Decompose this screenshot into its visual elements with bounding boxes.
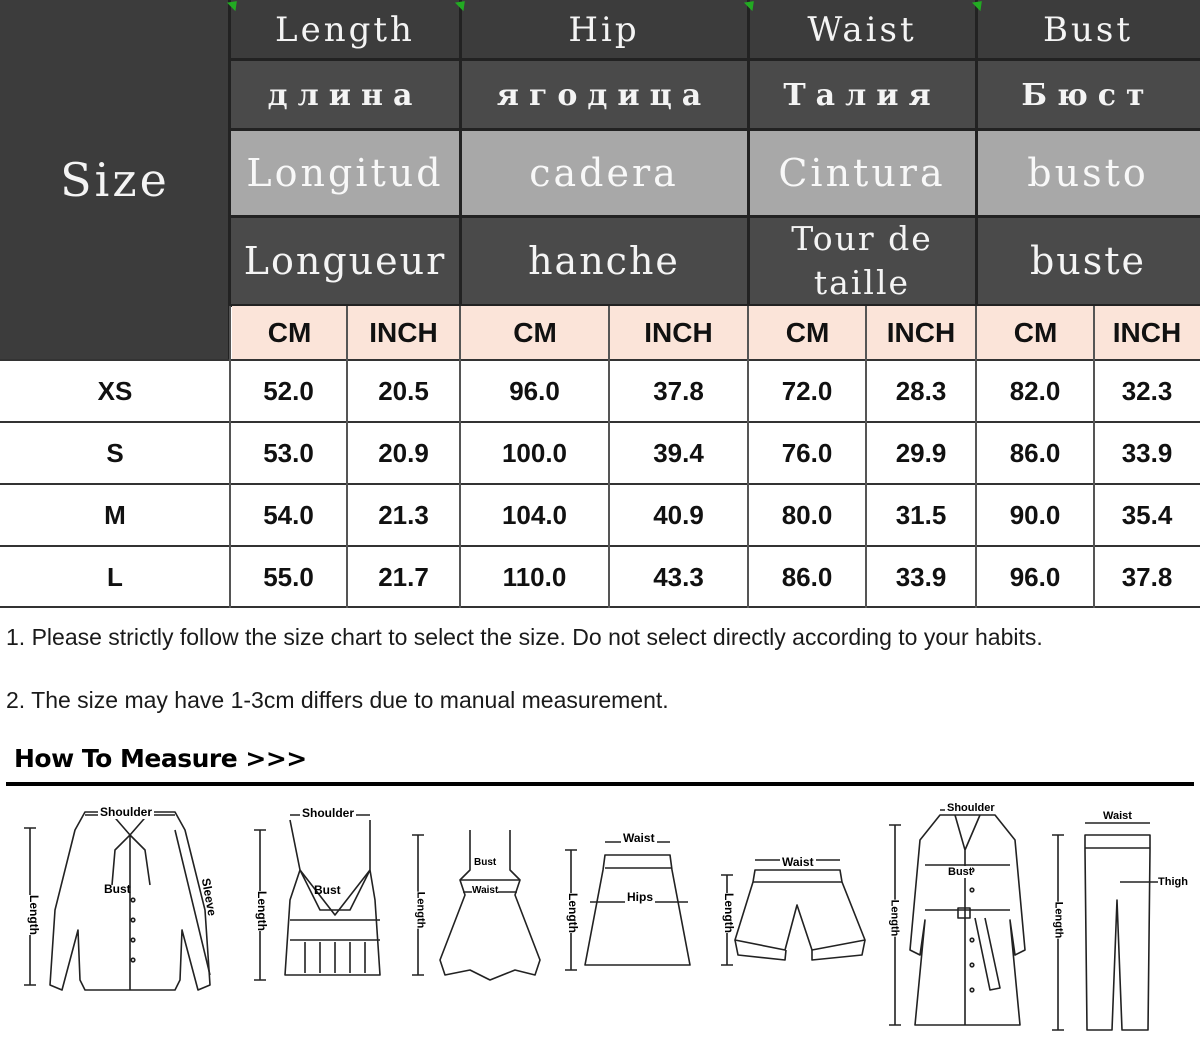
label-thigh-7: Thigh xyxy=(1158,876,1188,888)
label-waist-5: Waist xyxy=(782,855,814,869)
cell-m-length-cm: 54.0 xyxy=(263,499,314,530)
unit-length-inch: INCH xyxy=(347,306,460,360)
label-length-5: Length xyxy=(722,893,736,933)
col-header-hip-es: cadera xyxy=(460,130,748,216)
note-line-1: 1. Please strictly follow the size chart to select the size. Do not select directly according to your habits. xyxy=(6,624,1043,650)
label-shoulder-6: Shoulder xyxy=(947,802,995,814)
label-hips-4: Hips xyxy=(627,890,654,904)
unit-bust-cm: CM xyxy=(977,306,1094,360)
cell-l-length-inch: 21.7 xyxy=(378,561,429,592)
label-waist-4: Waist xyxy=(623,831,655,845)
note-line-2: 2. The size may have 1-3cm differs due to manual measurement. xyxy=(6,687,669,713)
col-header-bust-es: busto xyxy=(976,130,1200,216)
cell-m-bust-cm: 90.0 xyxy=(1009,499,1061,530)
cell-xs-bust-cm: 82.0 xyxy=(1009,375,1061,406)
cell-s-length-inch: 20.9 xyxy=(378,437,429,468)
label-bust-2: Bust xyxy=(314,883,341,897)
dress-illustration xyxy=(412,830,540,980)
trousers-illustration xyxy=(1052,823,1158,1030)
col-header-hip-en: Hip xyxy=(460,0,748,60)
col-header-waist-ru: Талия xyxy=(748,60,976,130)
col-header-length-fr: Longueur xyxy=(230,216,460,306)
col-header-length-ru: длина xyxy=(230,60,460,130)
col-header-bust-en: Bust xyxy=(976,0,1200,60)
how-to-measure-title: How To Measure >>> xyxy=(14,744,307,773)
skirt-illustration xyxy=(565,842,690,970)
label-bust-3: Bust xyxy=(474,857,497,868)
cell-l-waist-inch: 33.9 xyxy=(895,561,947,592)
cell-l-hip-cm: 110.0 xyxy=(502,561,567,592)
cell-xs-hip-inch: 37.8 xyxy=(653,375,704,406)
cell-l-waist-cm: 86.0 xyxy=(781,561,833,592)
size-label-xs: XS xyxy=(97,375,133,406)
label-bust-1: Bust xyxy=(104,882,131,896)
cell-l-length-cm: 55.0 xyxy=(263,561,314,592)
label-waist-3: Waist xyxy=(472,885,499,896)
col-header-hip-ru: ягодица xyxy=(460,60,748,130)
cell-s-bust-cm: 86.0 xyxy=(1009,437,1061,468)
col-header-length-en: Length xyxy=(230,0,460,60)
cell-xs-bust-inch: 32.3 xyxy=(1121,375,1173,406)
unit-waist-inch: INCH xyxy=(866,306,976,360)
cell-m-hip-inch: 40.9 xyxy=(653,499,704,530)
unit-hip-inch: INCH xyxy=(609,306,748,360)
col-header-waist-en: Waist xyxy=(748,0,976,60)
section-divider xyxy=(6,782,1194,786)
cell-xs-length-cm: 52.0 xyxy=(263,375,314,406)
label-length-4: Length xyxy=(566,893,580,933)
cell-xs-waist-cm: 72.0 xyxy=(781,375,833,406)
unit-waist-cm: CM xyxy=(749,306,866,360)
col-header-waist-es: Cintura xyxy=(748,130,976,216)
coat-illustration xyxy=(889,810,1025,1025)
size-label-l: L xyxy=(107,561,123,592)
cell-l-hip-inch: 43.3 xyxy=(653,561,704,592)
col-header-waist-fr: Tour de taille xyxy=(748,216,976,306)
cell-s-waist-inch: 29.9 xyxy=(895,437,947,468)
col-header-bust-fr: buste xyxy=(976,216,1200,306)
blouse-illustration xyxy=(24,812,210,990)
size-label-s: S xyxy=(106,437,124,468)
size-label-m: M xyxy=(104,499,126,530)
label-length-2: Length xyxy=(255,891,269,931)
unit-length-cm: CM xyxy=(232,306,347,360)
label-shoulder-1: Shoulder xyxy=(100,805,153,819)
cell-l-bust-inch: 37.8 xyxy=(1121,561,1173,592)
label-waist-7: Waist xyxy=(1103,810,1132,822)
cell-l-bust-cm: 96.0 xyxy=(1009,561,1061,592)
unit-hip-cm: CM xyxy=(461,306,609,360)
cell-s-bust-inch: 33.9 xyxy=(1121,437,1173,468)
cell-s-hip-cm: 100.0 xyxy=(501,437,568,468)
label-shoulder-2: Shoulder xyxy=(302,806,355,820)
label-length-6: Length xyxy=(888,899,901,937)
cell-s-hip-inch: 39.4 xyxy=(653,437,704,468)
cell-s-waist-cm: 76.0 xyxy=(781,437,833,468)
cell-xs-length-inch: 20.5 xyxy=(378,375,429,406)
cell-m-length-inch: 21.3 xyxy=(378,499,429,530)
cell-s-length-cm: 53.0 xyxy=(263,437,314,468)
col-header-hip-fr: hanche xyxy=(460,216,748,306)
garment-illustrations xyxy=(0,790,1200,1050)
cell-m-bust-inch: 35.4 xyxy=(1121,499,1173,530)
unit-bust-inch: INCH xyxy=(1094,306,1200,360)
label-length-1: Length xyxy=(27,895,41,935)
cell-m-hip-cm: 104.0 xyxy=(501,499,568,530)
tank-top-illustration xyxy=(254,815,380,980)
shorts-illustration xyxy=(721,860,865,965)
cell-xs-hip-cm: 96.0 xyxy=(509,375,560,406)
label-length-7: Length xyxy=(1052,901,1065,939)
cell-m-waist-cm: 80.0 xyxy=(781,499,833,530)
col-header-length-es: Longitud xyxy=(230,130,460,216)
size-header: Size xyxy=(0,0,230,360)
label-bust-6: Bust xyxy=(948,866,973,878)
label-length-3: Length xyxy=(414,891,427,929)
cell-xs-waist-inch: 28.3 xyxy=(895,375,947,406)
label-sleeve-1: Sleeve xyxy=(198,877,220,917)
cell-m-waist-inch: 31.5 xyxy=(895,499,947,530)
col-header-bust-ru: Бюст xyxy=(976,60,1200,130)
